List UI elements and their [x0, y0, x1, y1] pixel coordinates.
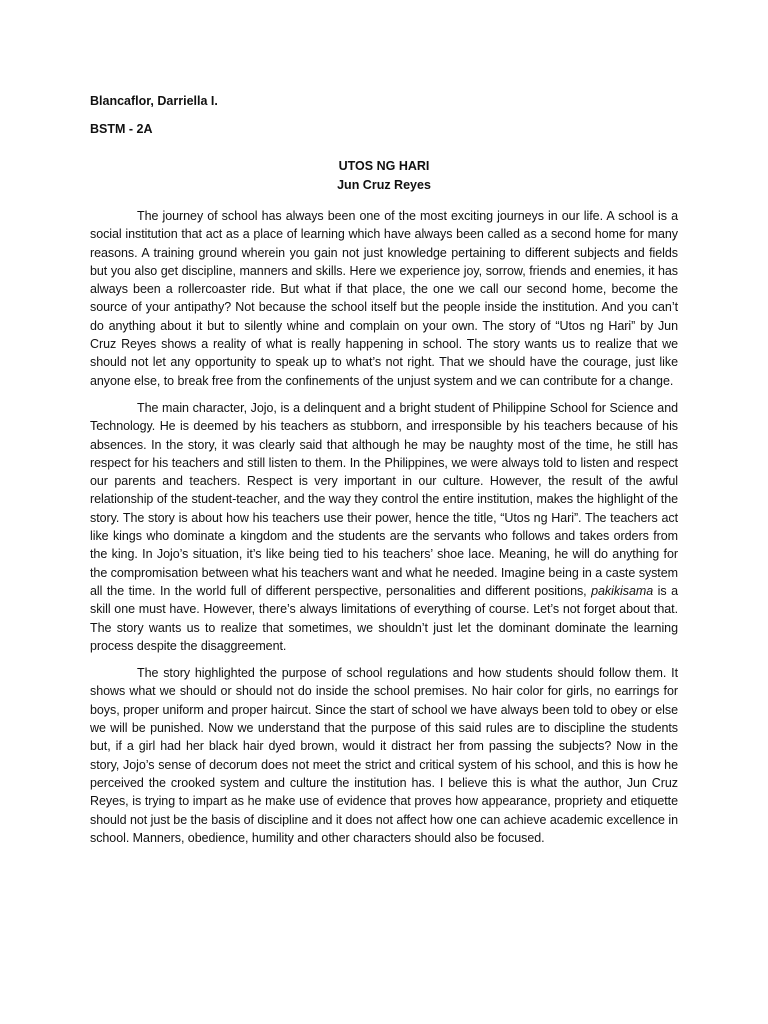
paragraph-2 [90, 399, 678, 655]
paragraph-1: The journey of school has always been one of the most exciting journeys in our life. A school is a social institution that act as a place of learning which have always been called as a second home for many reasons. A training ground wherein you gain not just knowledge pertaining to different subjects and fields but you also get discipline, manners and skills. Here we experience joy, sorrow, friends and enemies, it has always been a rollercoaster ride. But what if that place, the one we call our second home, become the source of your antipathy? Not because the school itself but the people inside the institution. And you can’t do anything about it but to silently whine and complain on your own. The story of “Utos ng Hari” by Jun Cruz Reyes shows a reality of what is really happening in school. The story wants us to realize that we should not let any opportunity to speak up to what’s not right. That we should have the courage, just like anyone else, to break free from the confinements of the unjust system and we can contribute for a change. [90, 209, 678, 388]
student-name: Blancaflor, Darriella I. [90, 94, 218, 108]
student-section: BSTM - 2A [90, 122, 153, 136]
pakikisama-term: pakikisama [591, 583, 654, 598]
paragraph-2-text-b: is a skill one must have. However, there’s always limitations of everything of course. Let’s not forget about that. The story wants us to realize that sometimes, we shouldn’t just let the dominant dominate the learning process despite the disaggreement. [90, 583, 678, 653]
paragraph-3: The story highlighted the purpose of school regulations and how students should follow them. It shows what we should or should not do inside the school premises. No hair color for girls, no earrings for boys, proper uniform and proper haircut. Since the start of school we have always been told to obey or else we will be punished. Now we understand that the purpose of this said rules are to discipline the students but, if a girl had her black hair dyed brown, would it distract her from passing the subjects? Now in the story, Jojo’s sense of decorum does not meet the strict and critical system of his school, and this is how he perceived the crooked system and culture the institution has. I believe this is what the author, Jun Cruz Reyes, is trying to impart as he make use of evidence that proves how appearance, propriety and etiquette should not just be the basis of discipline and it does not affect how one can achieve academic excellence in school. Manners, obedience, humility and other characters should also be focused. [90, 666, 678, 845]
essay-title-block [90, 157, 678, 195]
essay-title: UTOS NG HARI [338, 159, 430, 173]
paragraph-2-text-a: The main character, Jojo, is a delinquent and a bright student of Philippine School for Science and Technology. He is deemed by his teachers as stubborn, and irresponsible by his teachers because of his absences. In the story, it was clearly said that although he may be naughty most of the time, he still has respect for his teachers and still listen to them. In the Philippines, we were always told to listen and respect our parents and teachers. Respect is very important in our culture. However, the result of the awful relationship of the student-teacher, and the way they control the entire institution, makes the highlight of the story. The story is about how his teachers use their power, hence the title, “Utos ng Hari”. The teachers act like kings who dominate a kingdom and the students are the servants who follows and takes orders from the king. In Jojo’s situation, it’s like being tied to his teachers’ shoe lace. Meaning, he will do anything for the compromisation between what his teachers want and what he needed. Imagine being in a caste system all the time. In the world full of different perspective, personalities and different positions, [90, 400, 678, 598]
story-author: Jun Cruz Reyes [337, 178, 431, 192]
